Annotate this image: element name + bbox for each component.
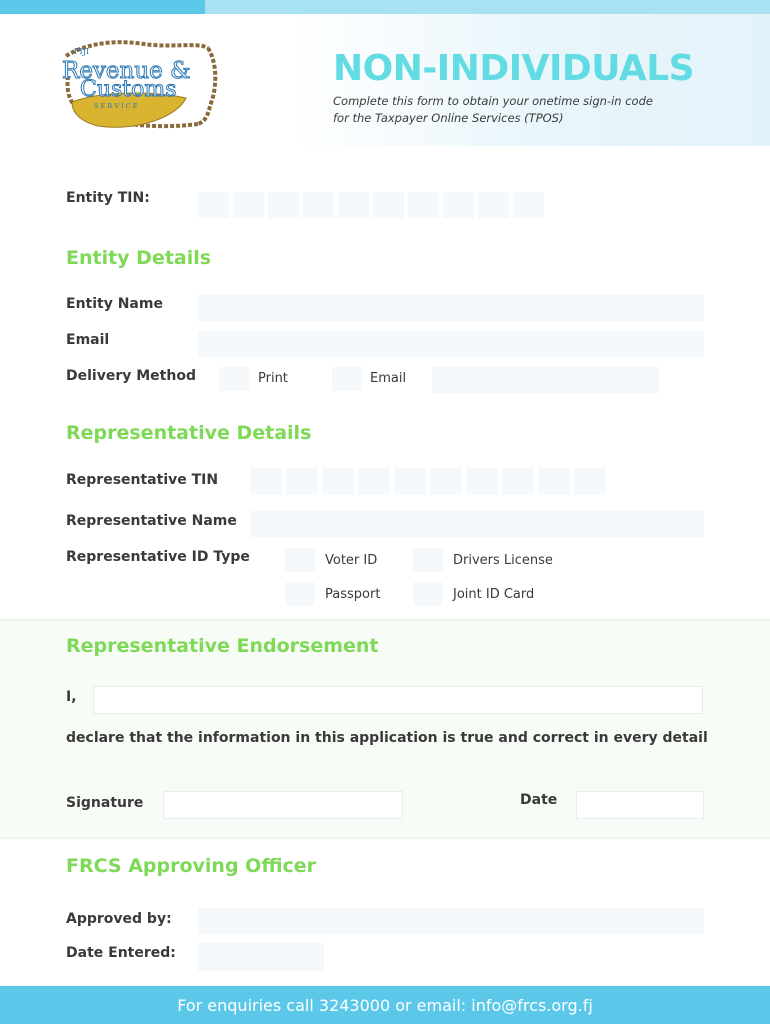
subtitle-line-1: Complete this form to obtain your onetime sign-in code xyxy=(333,94,653,108)
representative-tin-digit-1[interactable] xyxy=(250,468,282,495)
footer-contact-text: For enquiries call 3243000 or email: info@frcs.org.fj xyxy=(177,995,593,1015)
entity-details-heading: Entity Details xyxy=(66,247,212,269)
endorsement-i-label: I, xyxy=(66,689,77,705)
entity-email-field[interactable] xyxy=(198,331,704,357)
representative-tin-label: Representative TIN xyxy=(66,472,219,488)
endorsement-heading: Representative Endorsement xyxy=(66,635,379,657)
representative-tin-digit-9[interactable] xyxy=(538,468,570,495)
endorser-name-field[interactable] xyxy=(93,686,703,714)
approving-officer-heading: FRCS Approving Officer xyxy=(66,855,317,877)
logo-line2: Customs xyxy=(80,77,177,102)
entity-tin-digit-9[interactable] xyxy=(478,192,509,218)
endorsement-date-field[interactable] xyxy=(576,791,704,819)
id-voter-label: Voter ID xyxy=(325,553,378,568)
representative-tin-digit-2[interactable] xyxy=(286,468,318,495)
logo-small-text: FIJI xyxy=(74,47,90,56)
signature-label: Signature xyxy=(66,795,144,811)
entity-tin-digit-10[interactable] xyxy=(513,192,544,218)
entity-name-field[interactable] xyxy=(198,295,704,321)
frcs-logo xyxy=(58,36,228,132)
top-stripe-accent xyxy=(0,0,205,14)
entity-tin-digit-2[interactable] xyxy=(233,192,264,218)
entity-tin-digit-7[interactable] xyxy=(408,192,439,218)
representative-details-heading: Representative Details xyxy=(66,422,312,444)
representative-tin-digit-10[interactable] xyxy=(574,468,606,495)
logo-line3: S E R V I C E xyxy=(94,102,138,110)
representative-tin-digit-5[interactable] xyxy=(394,468,426,495)
delivery-email-label: Email xyxy=(370,371,407,386)
delivery-print-label: Print xyxy=(258,371,288,386)
entity-tin-digit-1[interactable] xyxy=(198,192,229,218)
delivery-email-checkbox[interactable] xyxy=(332,367,362,391)
id-joint-id-card-label: Joint ID Card xyxy=(453,587,535,602)
approved-by-label: Approved by: xyxy=(66,911,172,927)
entity-name-label: Entity Name xyxy=(66,296,163,312)
entity-tin-digit-8[interactable] xyxy=(443,192,474,218)
delivery-method-label: Delivery Method xyxy=(66,368,196,384)
representative-tin-digit-4[interactable] xyxy=(358,468,390,495)
logo-line1: Revenue & xyxy=(62,58,191,84)
id-voter-checkbox[interactable] xyxy=(285,548,315,572)
id-passport-label: Passport xyxy=(325,587,381,602)
representative-tin-digit-8[interactable] xyxy=(502,468,534,495)
entity-tin-digit-5[interactable] xyxy=(338,192,369,218)
entity-tin-digit-6[interactable] xyxy=(373,192,404,218)
approved-by-field[interactable] xyxy=(198,908,704,934)
entity-email-label: Email xyxy=(66,332,110,348)
id-drivers-license-checkbox[interactable] xyxy=(413,548,443,572)
id-joint-id-card-checkbox[interactable] xyxy=(413,582,443,606)
signature-field[interactable] xyxy=(163,791,403,819)
entity-tin-digit-3[interactable] xyxy=(268,192,299,218)
page-title: NON-INDIVIDUALS xyxy=(333,48,695,89)
delivery-print-checkbox[interactable] xyxy=(219,367,249,391)
declaration-text: declare that the information in this application is true and correct in every detail xyxy=(66,730,708,746)
representative-id-type-label: Representative ID Type xyxy=(66,549,250,565)
subtitle-line-2: for the Taxpayer Online Services (TPOS) xyxy=(333,111,564,125)
entity-tin-digit-4[interactable] xyxy=(303,192,334,218)
id-passport-checkbox[interactable] xyxy=(285,582,315,606)
entity-tin-label: Entity TIN: xyxy=(66,190,150,206)
date-entered-label: Date Entered: xyxy=(66,945,176,961)
footer-bar xyxy=(0,986,770,1024)
page-subtitle xyxy=(333,93,713,127)
delivery-email-address-field[interactable] xyxy=(432,367,659,393)
date-entered-field[interactable] xyxy=(198,943,324,971)
top-stripe xyxy=(205,0,770,14)
representative-tin-digit-3[interactable] xyxy=(322,468,354,495)
representative-tin-digit-6[interactable] xyxy=(430,468,462,495)
endorsement-date-label: Date xyxy=(520,792,558,808)
representative-tin-digit-7[interactable] xyxy=(466,468,498,495)
id-drivers-license-label: Drivers License xyxy=(453,553,553,568)
representative-name-field[interactable] xyxy=(250,511,704,537)
representative-name-label: Representative Name xyxy=(66,513,237,529)
